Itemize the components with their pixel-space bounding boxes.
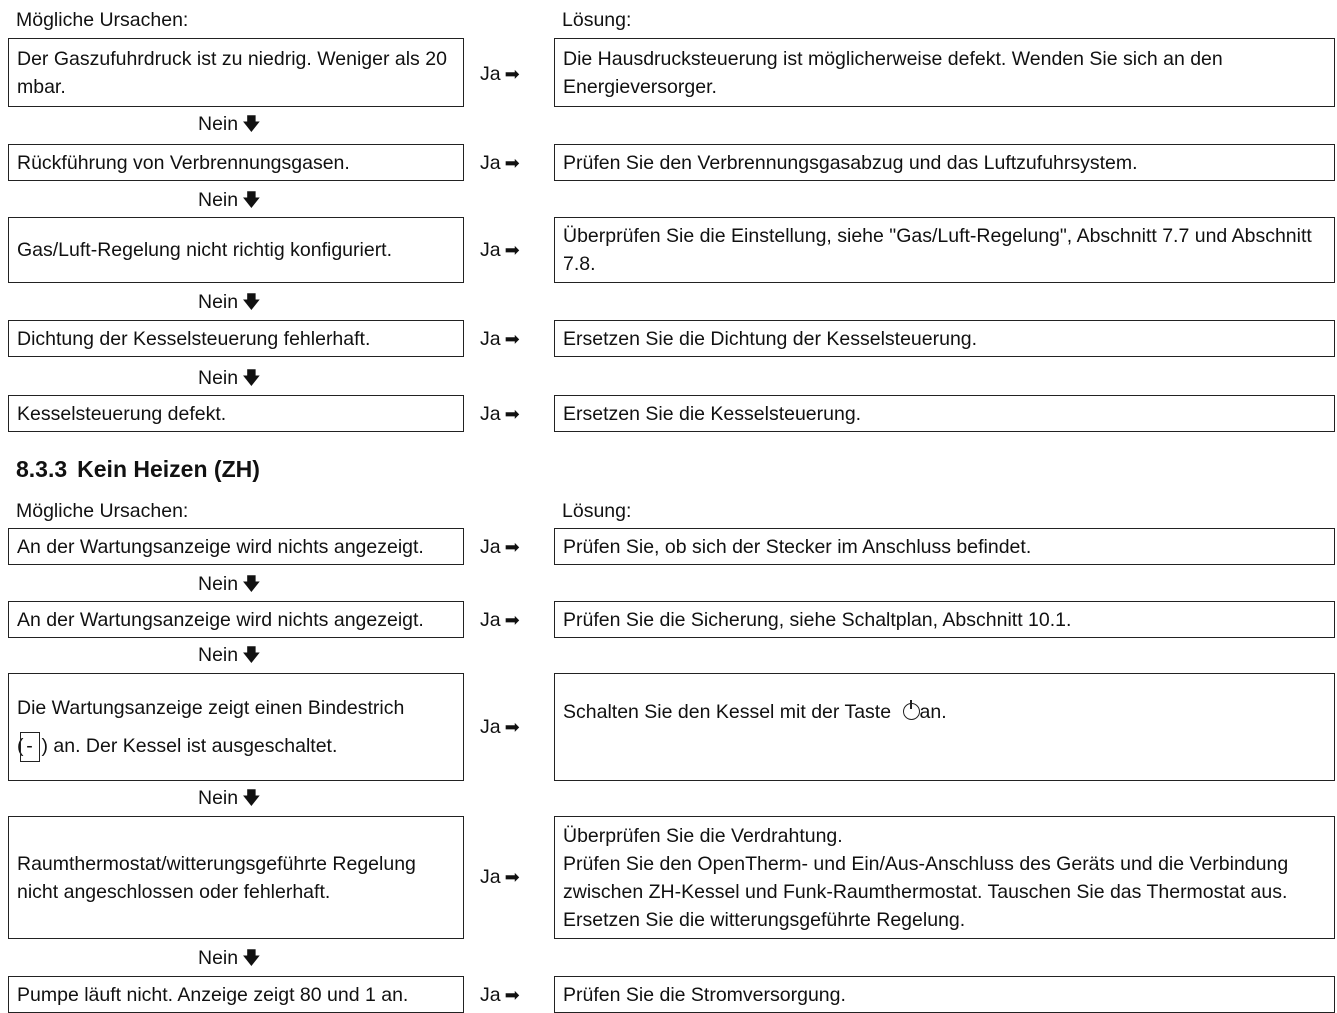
yes-label: Ja (480, 866, 501, 888)
no-connector (198, 786, 261, 810)
yes-connector (480, 535, 532, 559)
yes-connector (480, 402, 532, 426)
right-arrow-icon: ➡ (504, 64, 520, 84)
no-label: Nein (198, 367, 239, 389)
cause-text: Kesselsteuerung defekt. (17, 402, 227, 425)
cause-text: Pumpe läuft nicht. Anzeige zeigt 80 und 1 an. (17, 983, 409, 1006)
causes-header: Mögliche Ursachen: (16, 500, 189, 522)
no-label: Nein (198, 189, 239, 211)
no-label: Nein (198, 573, 239, 595)
solution-line: Prüfen Sie den OpenTherm- und Ein/Aus-Anschluss des Geräts und die Verbindung zwischen ZH-Kessel und Funk-Raumthermostat. Tauschen Sie das Thermostat aus. (563, 852, 1289, 903)
right-arrow-icon: ➡ (504, 867, 520, 887)
yes-label: Ja (480, 403, 501, 425)
cause-box (8, 601, 464, 638)
down-arrow-icon: 🡇 (242, 645, 261, 665)
no-connector (198, 946, 261, 970)
right-arrow-icon: ➡ (504, 329, 520, 349)
cause-text: Raumthermostat/witterungsgeführte Regelung nicht angeschlossen oder fehlerhaft. (17, 852, 416, 903)
yes-label: Ja (480, 63, 501, 85)
down-arrow-icon: 🡇 (242, 574, 261, 594)
solution-box (554, 144, 1335, 181)
right-arrow-icon: ➡ (504, 985, 520, 1005)
solution-part: an. (919, 701, 947, 723)
no-label: Nein (198, 113, 239, 135)
no-connector (198, 290, 261, 314)
yes-label: Ja (480, 984, 501, 1006)
cause-line: Die Wartungsanzeige zeigt einen Bindestrich (17, 697, 405, 719)
no-label: Nein (198, 947, 239, 969)
cause-box (8, 528, 464, 565)
section-heading (16, 455, 260, 483)
down-arrow-icon: 🡇 (242, 114, 261, 134)
solution-line: Überprüfen Sie die Verdrahtung. (563, 824, 843, 847)
cause-line: ) an. Der Kessel ist ausgeschaltet. (41, 735, 338, 757)
solution-box (554, 673, 1335, 781)
power-icon (903, 703, 920, 720)
solution-text: Prüfen Sie die Stromversorgung. (563, 983, 846, 1006)
cause-text: Gas/Luft-Regelung nicht richtig konfiguriert. (17, 239, 393, 261)
cause-box (8, 816, 464, 939)
no-connector (198, 188, 261, 212)
solution-box (554, 816, 1335, 939)
right-arrow-icon: ➡ (504, 153, 520, 173)
cause-box (8, 673, 464, 781)
yes-connector (480, 865, 532, 889)
right-arrow-icon: ➡ (504, 537, 520, 557)
solution-text: Prüfen Sie, ob sich der Stecker im Anschluss befindet. (563, 535, 1032, 558)
no-label: Nein (198, 644, 239, 666)
cause-text: An der Wartungsanzeige wird nichts angezeigt. (17, 535, 424, 558)
section-title: Kein Heizen (ZH) (77, 456, 260, 482)
no-connector (198, 643, 261, 667)
right-arrow-icon: ➡ (504, 610, 520, 630)
yes-connector (480, 238, 532, 262)
solution-header: Lösung: (562, 9, 632, 31)
yes-connector (480, 608, 532, 632)
solution-box (554, 976, 1335, 1013)
yes-label: Ja (480, 328, 501, 350)
solution-box (554, 217, 1335, 283)
cause-box (8, 38, 464, 107)
no-connector (198, 366, 261, 390)
cause-text: Rückführung von Verbrennungsgasen. (17, 151, 350, 174)
cause-box (8, 144, 464, 181)
solution-box (554, 320, 1335, 357)
solution-text: Ersetzen Sie die Dichtung der Kesselsteuerung. (563, 327, 978, 350)
solution-line: Ersetzen Sie die witterungsgeführte Regelung. (563, 908, 966, 931)
no-label: Nein (198, 787, 239, 809)
causes-header: Mögliche Ursachen: (16, 9, 189, 31)
dash-display-icon: - (20, 732, 40, 762)
no-connector (198, 572, 261, 596)
solution-text: Ersetzen Sie die Kesselsteuerung. (563, 402, 862, 425)
solution-text: Die Hausdrucksteuerung ist möglicherweise defekt. Wenden Sie sich an den Energieversorger. (563, 47, 1223, 98)
solution-text: Überprüfen Sie die Einstellung, siehe "Gas/Luft-Regelung", Abschnitt 7.7 und Abschnitt 7.8. (563, 225, 1312, 275)
cause-text: Dichtung der Kesselsteuerung fehlerhaft. (17, 327, 371, 350)
section-number: 8.3.3 (16, 456, 68, 482)
yes-label: Ja (480, 239, 501, 261)
right-arrow-icon: ➡ (504, 717, 520, 737)
yes-label: Ja (480, 716, 501, 738)
no-connector (198, 112, 261, 136)
solution-text (563, 822, 1326, 934)
yes-connector (480, 62, 532, 86)
solution-text: Prüfen Sie die Sicherung, siehe Schaltplan, Abschnitt 10.1. (563, 608, 1072, 631)
down-arrow-icon: 🡇 (242, 948, 261, 968)
right-arrow-icon: ➡ (504, 404, 520, 424)
down-arrow-icon: 🡇 (242, 190, 261, 210)
solution-box (554, 395, 1335, 432)
yes-connector (480, 983, 532, 1007)
yes-label: Ja (480, 609, 501, 631)
solution-box (554, 38, 1335, 107)
cause-box (8, 217, 464, 283)
yes-connector (480, 151, 532, 175)
cause-box (8, 320, 464, 357)
cause-text (17, 689, 404, 765)
cause-text: An der Wartungsanzeige wird nichts angezeigt. (17, 608, 424, 631)
yes-connector (480, 715, 532, 739)
solution-box (554, 528, 1335, 565)
no-label: Nein (198, 291, 239, 313)
down-arrow-icon: 🡇 (242, 292, 261, 312)
cause-text: Der Gaszufuhrdruck ist zu niedrig. Weniger als 20 mbar. (17, 47, 447, 98)
solution-text (563, 698, 947, 726)
cause-box (8, 395, 464, 432)
yes-label: Ja (480, 536, 501, 558)
solution-header: Lösung: (562, 500, 632, 522)
right-arrow-icon: ➡ (504, 240, 520, 260)
yes-label: Ja (480, 152, 501, 174)
solution-part: Schalten Sie den Kessel mit der Taste (563, 701, 897, 723)
solution-text: Prüfen Sie den Verbrennungsgasabzug und das Luftzufuhrsystem. (563, 151, 1138, 174)
cause-box (8, 976, 464, 1013)
down-arrow-icon: 🡇 (242, 368, 261, 388)
solution-box (554, 601, 1335, 638)
down-arrow-icon: 🡇 (242, 788, 261, 808)
yes-connector (480, 327, 532, 351)
paren-open: ( (17, 735, 24, 757)
